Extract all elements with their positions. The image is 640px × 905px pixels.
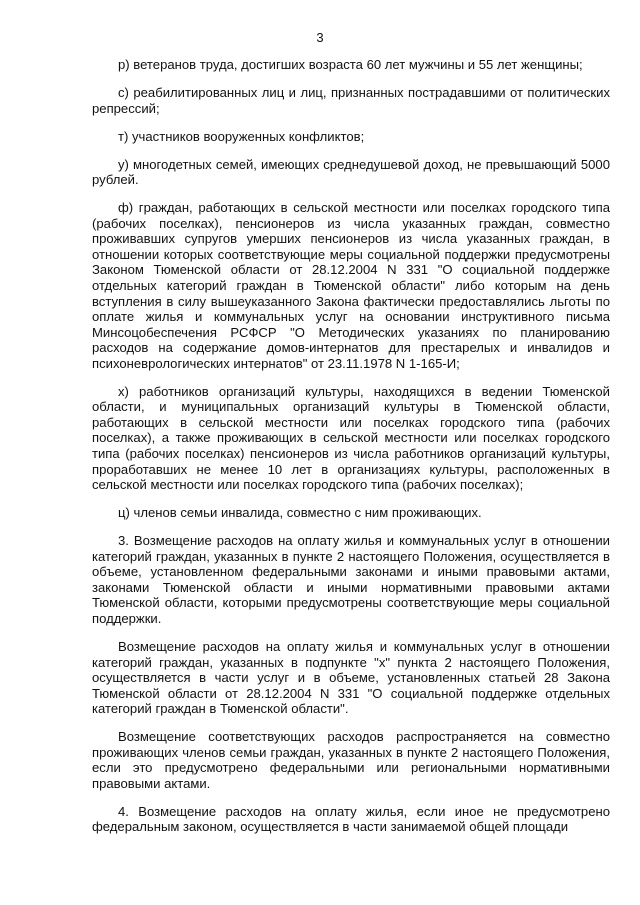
paragraph-s: с) реабилитированных лиц и лиц, признанных пострадавшими от политических репрессий; <box>92 85 610 116</box>
paragraph-ts: ц) членов семьи инвалида, совместно с ним проживающих. <box>118 505 482 521</box>
document-body <box>92 57 610 847</box>
paragraph-u: у) многодетных семей, имеющих среднедушевой доход, не превышающий 5000 рублей. <box>92 156 610 188</box>
page-number: 3 <box>316 30 324 45</box>
paragraph-r: р) ветеранов труда, достигших возраста 60 лет мужчины и 55 лет женщины; <box>118 57 583 72</box>
paragraph-section-3-family: Возмещение соответствующих расходов распространяется на совместно проживающих членов семьи граждан, указанных в пункте 2 настоящего Положения, если это предусмотрено федеральными или региональными нормативными правовыми актами. <box>92 729 610 791</box>
paragraph-section-4: 4. Возмещение расходов на оплату жилья, если иное не предусмотрено федеральным законом, осуществляется в части занимаемой общей площади <box>92 803 610 835</box>
paragraph-kh: х) работников организаций культуры, находящихся в ведении Тюменской области, и муниципальных организаций культуры в Тюменской области, работающих в сельской местности или поселках городского типа (рабочих поселках), а также проживающих в сельской местности или поселках городского типа (рабочих поселках) пенсионеров из числа работников организаций культуры, проработавших не менее 10 лет в организациях культуры, расположенных в сельской местности или поселках городского типа (рабочих поселках); <box>92 383 610 493</box>
paragraph-section-3: 3. Возмещение расходов на оплату жилья и коммунальных услуг в отношении категорий граждан, указанных в пункте 2 настоящего Положения, осуществляется в объеме, установленном федеральными законами и иными правовыми актами, законами Тюменской области и иными нормативными правовыми актами Тюменской области, которыми предусмотрены соответствующие меры социальной поддержки. <box>92 533 610 626</box>
paragraph-f: ф) граждан, работающих в сельской местности или поселках городского типа (рабочих поселках), пенсионеров из числа указанных граждан, совместно проживавших супругов умерших пенсионеров из числа указанных граждан, в отношении которых соответствующие меры социальной поддержки предусмотрены Законом Тюменской области от 28.12.2004 N 331 "О социальной поддержке отдельных категорий граждан в Тюменской области" либо которым на день вступления в силу вышеуказанного Закона фактически предоставлялись льготы по оплате жилья и коммунальных услуг на основании инструктивного письма Минсоцобеспечения РСФСР "О Методических указаниях по планированию расходов на содержание домов-интернатов для престарелых и инвалидов и психоневрологических интернатов" от 23.11.1978 N 1-165-И; <box>92 200 610 371</box>
paragraph-t: т) участников вооруженных конфликтов; <box>118 128 365 144</box>
paragraph-section-3-reimbursement: Возмещение расходов на оплату жилья и коммунальных услуг в отношении категорий граждан, указанных в подпункте "х" пункта 2 настоящего Положения, осуществляется в части услуг и в объеме, установленных статьей 28 Закона Тюменской области от 28.12.2004 N 331 "О социальной поддержке отдельных категорий граждан в Тюменской области". <box>92 638 610 717</box>
